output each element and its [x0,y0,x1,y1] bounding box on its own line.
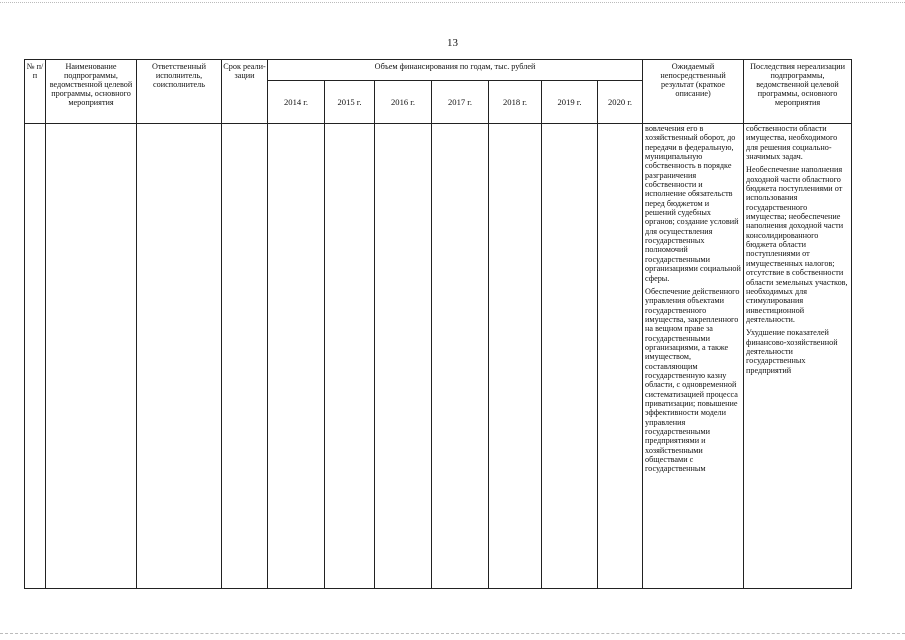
page-number: 13 [447,37,458,49]
expected-paragraph: Обеспечение действенного управления объектами государственного имущества, закрепленного на вещном праве за государственными организациями, а также имуществом, составляющим государственную казну области, с одновременной систематизацией процесса приватизации; повышение эффективности модели управления государственными предприятиями и хозяйственными обществами с государственным [645,286,740,474]
cell-expected-result [643,124,744,589]
expected-paragraph: вовлечения его в хозяйственный оборот, до передачи в федеральную, муниципальную собственность в порядке разграничения собственности и исполнение обязательств перед бюджетом и решений судебных органов; создание условий для осуществления государственных полномочий государственными организациями социальной сферы. [645,124,741,283]
scan-edge-top [0,2,905,3]
header-year: 2018 г. [489,81,542,124]
header-row-1 [25,60,852,81]
header-consequences: Последствия нереализации подпрограммы, ведомственной целевой программы, основного мероприятия [744,60,852,124]
header-num: № п/п [25,60,46,124]
header-year: 2019 г. [542,81,598,124]
header-year: 2016 г. [375,81,432,124]
cell-num [25,124,46,589]
consequence-paragraph: собственности области имущества, необходимого для решения социально-значимых задач. [746,124,838,162]
header-year: 2015 г. [325,81,375,124]
program-table [24,59,852,589]
cell-year-2015 [325,124,375,589]
header-responsible: Ответственный исполнитель, соисполнитель [137,60,222,124]
consequence-paragraph: Необеспечение наполнения доходной части областного бюджета поступлениями от использования государственного имущества; необеспечение наполнения доходной части консолидированного бюджета области поступлениями от имущественных налогов; отсутствие в собственности области земельных участков, необходимых для стимулирования инвестиционной деятельности. [746,165,848,324]
cell-consequences [744,124,852,589]
table-row [25,124,852,589]
header-year: 2020 г. [598,81,643,124]
cell-responsible [137,124,222,589]
cell-year-2014 [268,124,325,589]
header-year: 2014 г. [268,81,325,124]
cell-year-2016 [375,124,432,589]
cell-year-2017 [432,124,489,589]
cell-name [46,124,137,589]
cell-term [222,124,268,589]
header-name: Наименование подпрограммы, ведомственной целевой программы, основного мероприятия [46,60,137,124]
cell-year-2018 [489,124,542,589]
consequence-paragraph: Ухудшение показателей финансово-хозяйственной деятельности государственных предприятий [746,328,838,375]
cell-year-2020 [598,124,643,589]
header-term: Срок реали-зации [222,60,268,124]
cell-year-2019 [542,124,598,589]
scan-edge-bottom [0,633,905,634]
header-expected-result: Ожидаемый непосредственный результат (краткое описание) [643,60,744,124]
header-year: 2017 г. [432,81,489,124]
header-financing: Объем финансирования по годам, тыс. рублей [268,60,643,81]
